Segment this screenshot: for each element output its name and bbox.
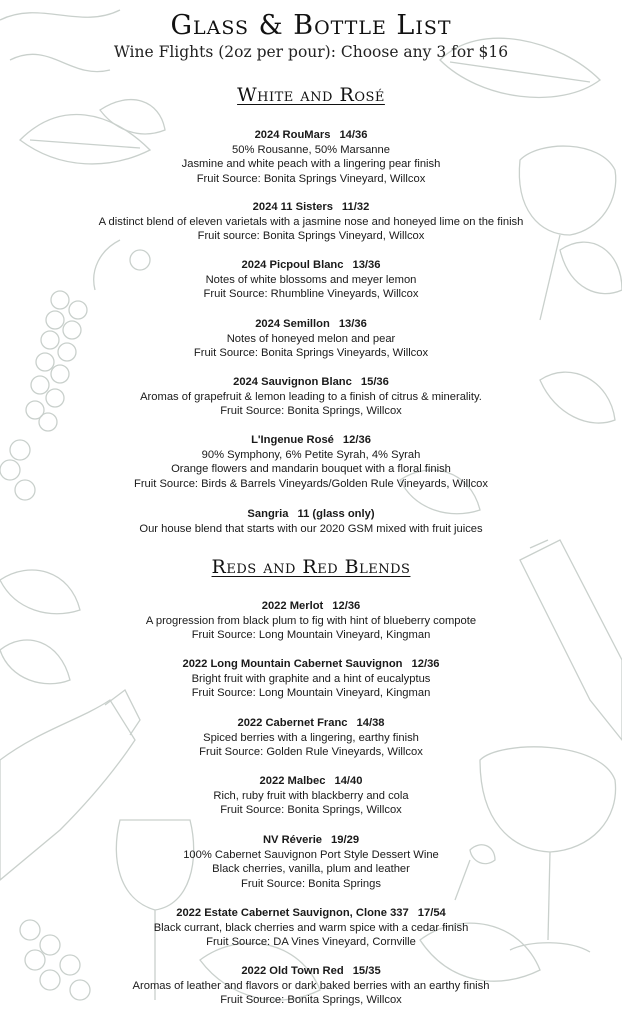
- wine-name: 2024 11 Sisters: [252, 201, 333, 213]
- wine-item: [0, 375, 622, 419]
- wine-price: 11/32: [341, 201, 370, 213]
- wine-fruit-source: Fruit Source: Golden Rule Vineyards, Willcox: [199, 746, 423, 759]
- wine-name: 2022 Cabernet Franc: [237, 717, 348, 729]
- wine-name: 2024 Sauvignon Blanc: [233, 376, 352, 388]
- section-title-white-rose: White and Rosé: [237, 84, 385, 106]
- wine-description: Aromas of leather and flavors or dark baked berries with an earthy finish: [132, 979, 490, 992]
- wine-item: [0, 833, 622, 891]
- wine-fruit-source: Fruit Source: Long Mountain Vineyard, Kingman: [191, 629, 431, 642]
- wine-description: Rich, ruby fruit with blackberry and cola: [213, 789, 409, 802]
- wine-name: 2024 Picpoul Blanc: [241, 259, 344, 271]
- wine-name: 2022 Malbec: [259, 775, 326, 787]
- wine-description: A distinct blend of eleven varietals with a jasmine nose and honeyed lime on the finish: [98, 215, 524, 228]
- wine-description: Aromas of grapefruit & lemon leading to a finish of citrus & minerality.: [140, 390, 482, 403]
- wine-item: [0, 433, 622, 491]
- wine-name: L'Ingenue Rosé: [251, 434, 334, 446]
- wine-item: [0, 599, 622, 643]
- wine-price: 14/38: [356, 717, 385, 729]
- wine-price: 14/36: [339, 129, 368, 141]
- wine-fruit-source: Fruit Source: Bonita Springs Vineyards, Willcox: [193, 347, 429, 360]
- wine-description: 100% Cabernet Sauvignon Port Style Dessert Wine: [183, 848, 439, 861]
- wine-price: 14/40: [334, 775, 363, 787]
- wine-fruit-source: Fruit Source: Bonita Springs, Willcox: [220, 405, 402, 418]
- wine-description: Notes of honeyed melon and pear: [226, 332, 396, 345]
- wine-description: A progression from black plum to fig with hint of blueberry compote: [145, 614, 477, 627]
- wine-name: 2022 Estate Cabernet Sauvignon, Clone 337: [176, 907, 409, 919]
- wine-price: 13/36: [352, 259, 381, 271]
- wine-item: [0, 317, 622, 361]
- wine-name: 2022 Merlot: [261, 600, 324, 612]
- wine-item: [0, 128, 622, 186]
- wine-item: [0, 906, 622, 950]
- wine-fruit-source: Fruit Source: Bonita Springs Vineyard, Willcox: [196, 172, 426, 185]
- wine-description: Jasmine and white peach with a lingering pear finish: [181, 158, 441, 171]
- wine-fruit-source: Fruit Source: Birds & Barrels Vineyards/Golden Rule Vineyards, Willcox: [133, 477, 488, 490]
- wine-name: 2024 RouMars: [254, 129, 331, 141]
- wine-item: [0, 774, 622, 818]
- wine-price: 17/54: [417, 907, 446, 919]
- wine-description: Our house blend that starts with our 2020 GSM mixed with fruit juices: [139, 522, 483, 535]
- wine-fruit-source: Fruit Source: Bonita Springs, Willcox: [220, 994, 402, 1007]
- wine-name: 2022 Old Town Red: [241, 965, 344, 977]
- page-title: Glass & Bottle List: [170, 10, 452, 41]
- wine-name: NV Réverie: [262, 834, 323, 846]
- wine-name: Sangria: [247, 508, 289, 520]
- wine-description: Bright fruit with graphite and a hint of eucalyptus: [191, 672, 431, 685]
- wine-item: [0, 200, 622, 244]
- wine-price: 13/36: [338, 318, 367, 330]
- wine-item: [0, 657, 622, 701]
- wine-price: 15/35: [352, 965, 381, 977]
- wine-description: 50% Rousanne, 50% Marsanne: [232, 143, 390, 156]
- wine-item: [0, 258, 622, 302]
- wine-price: 12/36: [342, 434, 371, 446]
- wine-fruit-source: Fruit Source: Bonita Springs: [241, 877, 381, 890]
- wine-item: [0, 716, 622, 760]
- wine-name: 2024 Semillon: [255, 318, 330, 330]
- wine-description: Spiced berries with a lingering, earthy finish: [203, 731, 419, 744]
- section-title-reds: Reds and Red Blends: [211, 556, 411, 578]
- wine-fruit-source: Fruit Source: DA Vines Vineyard, Cornville: [206, 936, 416, 949]
- wine-description: Black cherries, vanilla, plum and leather: [212, 863, 410, 876]
- wine-description: Orange flowers and mandarin bouquet with a floral finish: [171, 463, 451, 476]
- wine-price: 15/36: [360, 376, 389, 388]
- wine-description: Notes of white blossoms and meyer lemon: [205, 273, 417, 286]
- wine-fruit-source: Fruit Source: Long Mountain Vineyard, Kingman: [191, 687, 431, 700]
- wine-fruit-source: Fruit Source: Rhumbline Vineyards, Willcox: [203, 288, 419, 301]
- wine-description: Black currant, black cherries and warm spice with a cedar finish: [153, 921, 469, 934]
- wine-price: 11 (glass only): [297, 508, 375, 520]
- wine-fruit-source: Fruit Source: Bonita Springs, Willcox: [220, 804, 402, 817]
- flight-subtitle: Wine Flights (2oz per pour): Choose any 3 for $16: [113, 43, 509, 61]
- wine-name: 2022 Long Mountain Cabernet Sauvignon: [182, 658, 403, 670]
- wine-price: 12/36: [332, 600, 361, 612]
- wine-item: [0, 507, 622, 536]
- wine-item: [0, 964, 622, 1008]
- wine-price: 12/36: [411, 658, 440, 670]
- wine-fruit-source: Fruit source: Bonita Springs Vineyard, Willcox: [197, 230, 425, 243]
- wine-price: 19/29: [331, 834, 360, 846]
- wine-description: 90% Symphony, 6% Petite Syrah, 4% Syrah: [201, 448, 421, 461]
